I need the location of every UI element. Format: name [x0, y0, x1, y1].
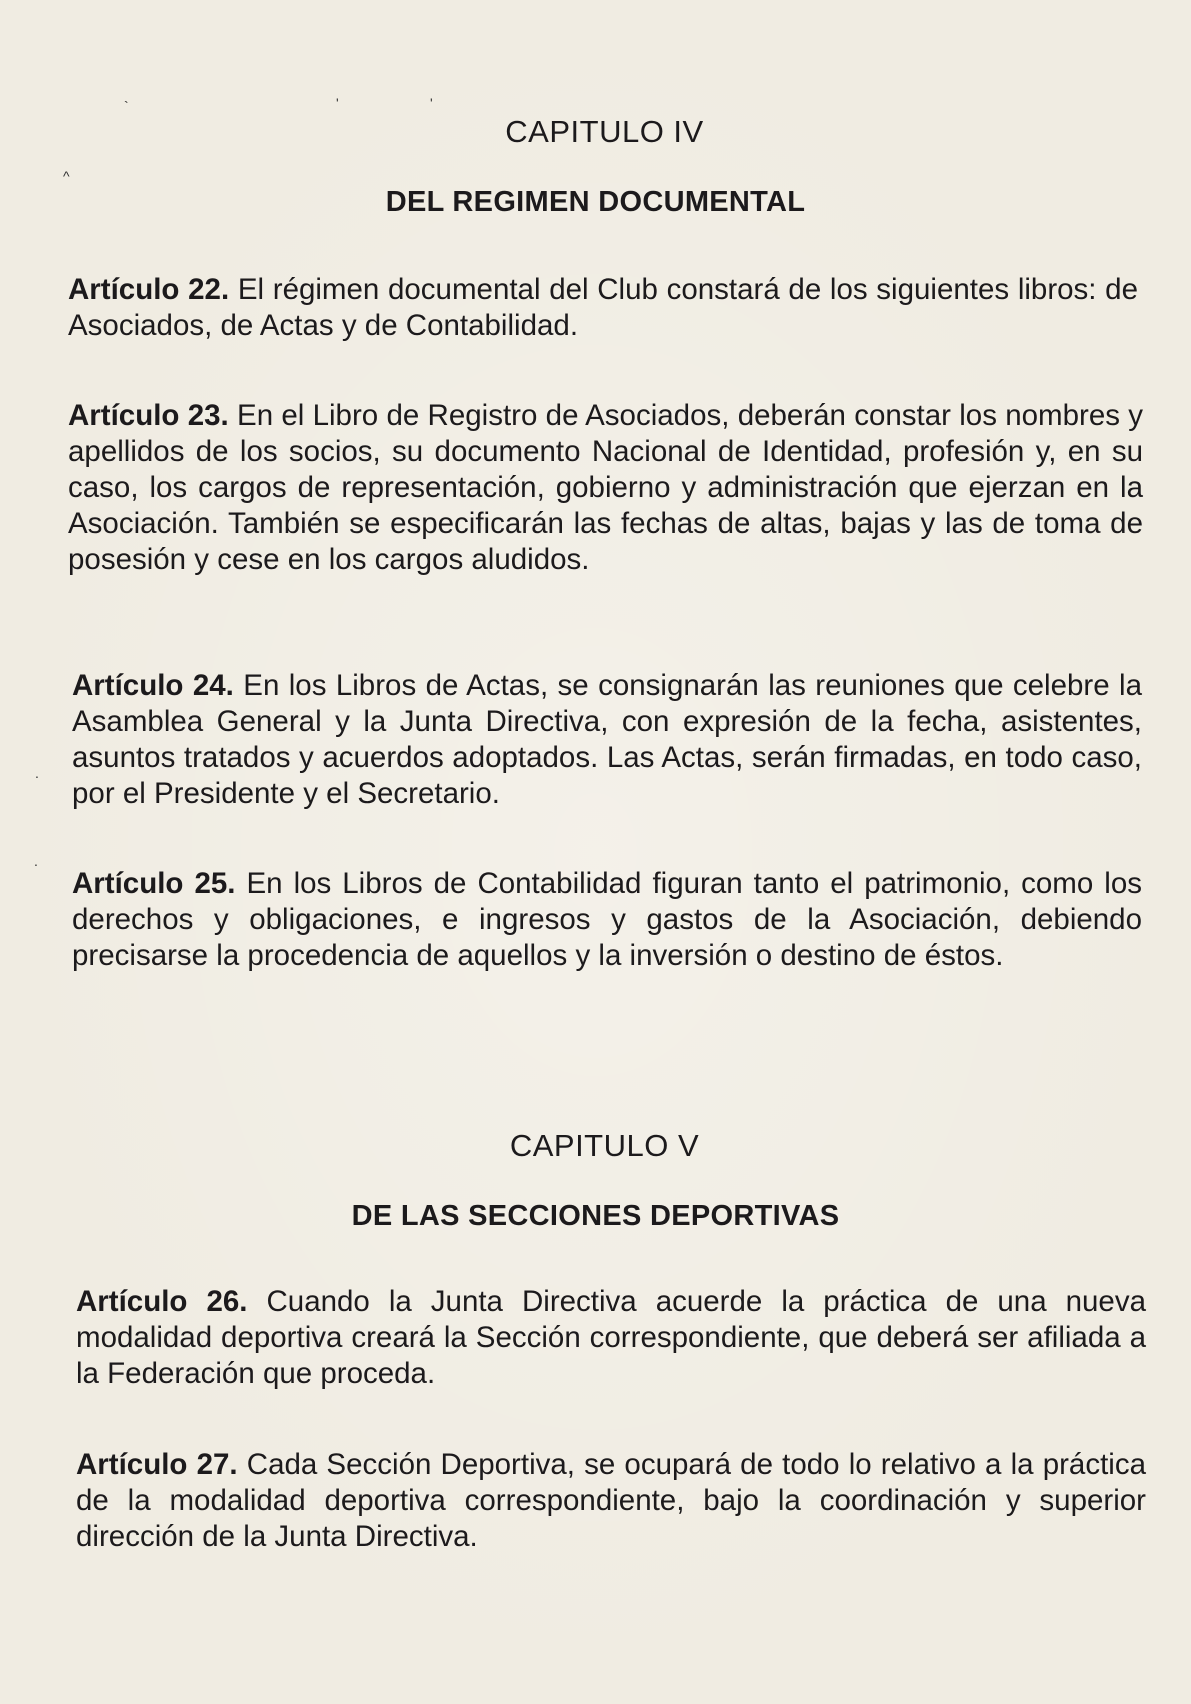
article-25 [72, 866, 1142, 974]
article-label: Artículo 24. [72, 669, 234, 702]
article-label: Artículo 25. [72, 867, 236, 900]
article-label: Artículo 23. [68, 399, 229, 432]
print-speck: ' [336, 95, 339, 111]
article-text: En los Libros de Actas, se consignarán las reuniones que celebre la Asamblea General y la Junta Directiva, con expresión de la fecha, asistentes, asuntos tratados y acuerdos adoptados. Las Actas, serán firmadas, en todo caso, por el Presidente y el Secretario. [72, 669, 1142, 810]
chapter-subtitle: DEL REGIMEN DOCUMENTAL [385, 186, 806, 218]
print-speck: . [34, 853, 38, 869]
print-speck: . [35, 765, 39, 781]
print-speck: ' [430, 95, 433, 111]
article-text: El régimen documental del Club constará de los siguientes libros: de Asociados, de Actas y de Contabilidad. [68, 273, 1138, 342]
article-label: Artículo 26. [76, 1285, 248, 1318]
article-label: Artículo 22. [68, 273, 230, 306]
chapter-title: CAPITULO IV [505, 114, 704, 149]
chapter-title: CAPITULO V [509, 1128, 700, 1163]
chapter-subtitle: DE LAS SECCIONES DEPORTIVAS [351, 1200, 840, 1232]
article-24 [72, 668, 1142, 812]
article-27 [76, 1447, 1146, 1555]
article-label: Artículo 27. [76, 1448, 238, 1481]
article-text: En los Libros de Contabilidad figuran tanto el patrimonio, como los derechos y obligaciones, e ingresos y gastos de la Asociación, debiendo precisarse la procedencia de aquellos y la inversión o destino de éstos. [72, 867, 1143, 972]
article-22 [68, 272, 1138, 344]
print-speck: ` [124, 98, 129, 114]
article-text: En el Libro de Registro de Asociados, deberán constar los nombres y apellidos de los socios, su documento Nacional de Identidad, profesión y, en su caso, los cargos de representación, gobierno y administración que ejerzan en la Asociación. También se especificarán las fechas de altas, bajas y las de toma de posesión y cese en los cargos aludidos. [68, 399, 1144, 576]
article-26 [76, 1284, 1146, 1392]
article-23 [68, 398, 1143, 578]
article-text: Cada Sección Deportiva, se ocupará de todo lo relativo a la práctica de la modalidad deportiva correspondiente, bajo la coordinación y superior dirección de la Junta Directiva. [76, 1448, 1146, 1553]
print-speck: ^ [63, 168, 70, 184]
article-text: Cuando la Junta Directiva acuerde la práctica de una nueva modalidad deportiva creará la Sección correspondiente, que deberá ser afiliada a la Federación que proceda. [76, 1285, 1146, 1390]
